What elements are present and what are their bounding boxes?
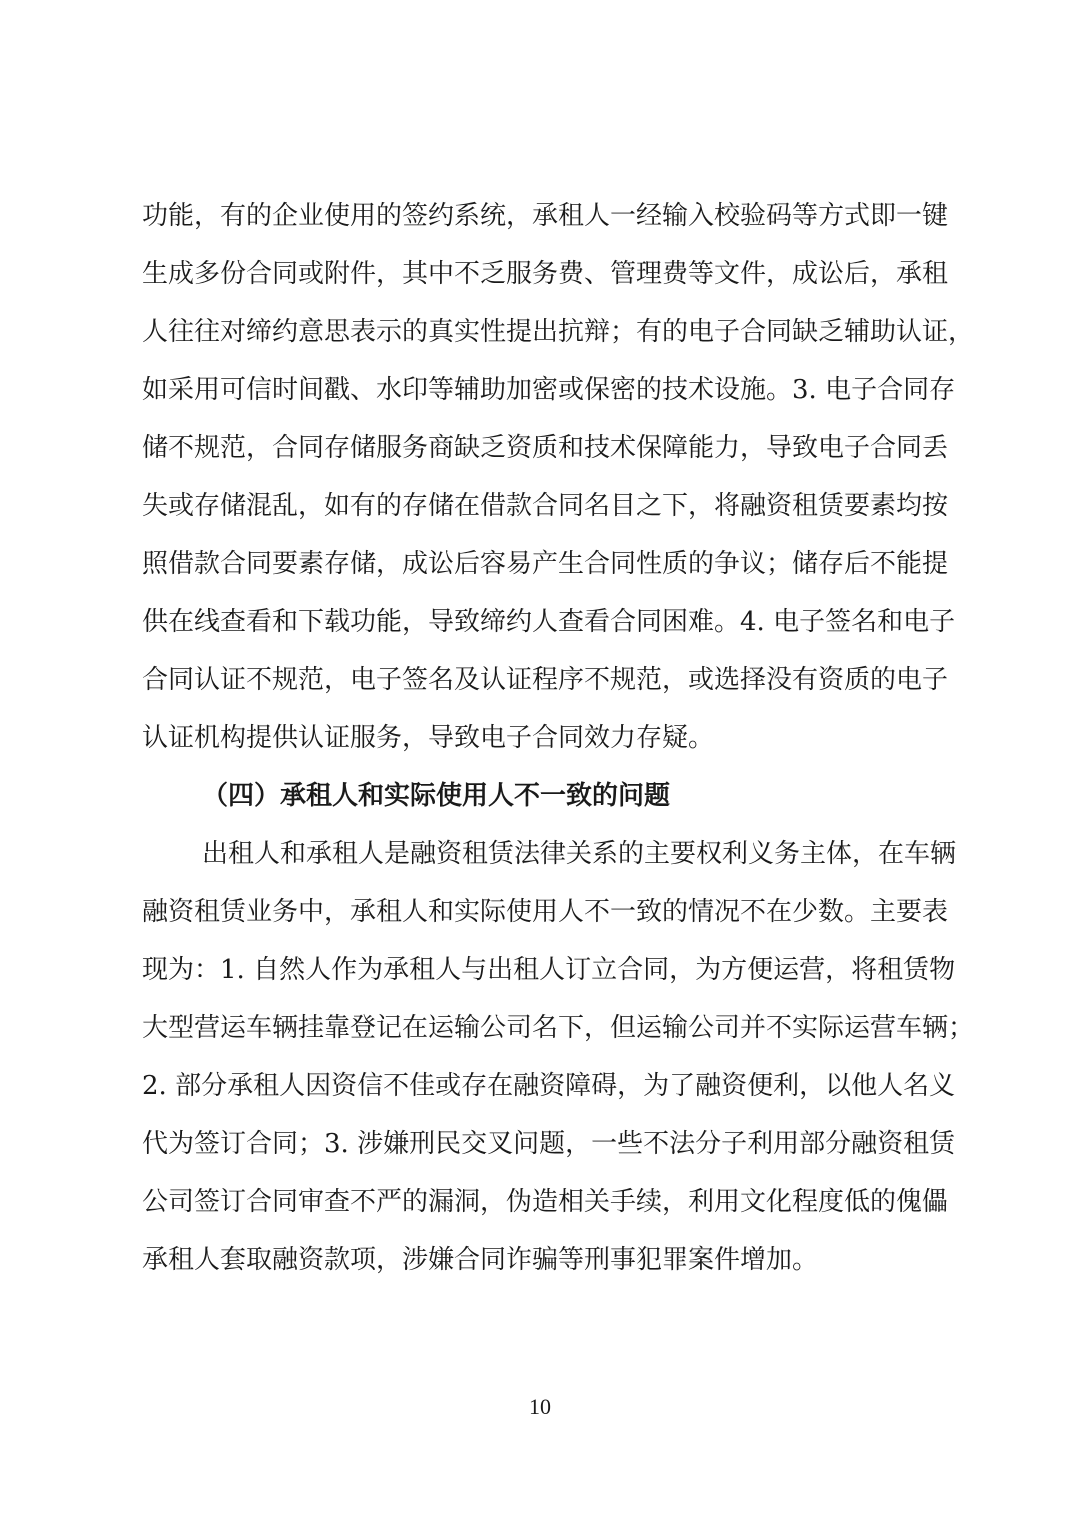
page-number: 10 <box>529 1394 551 1419</box>
text-line: 人往往对缔约意思表示的真实性提出抗辩；有的电子合同缺乏辅助认证， <box>142 317 975 347</box>
text-line: 功能，有的企业使用的签约系统，承租人一经输入校验码等方式即一键 <box>142 201 949 231</box>
text-line: 2. 部分承租人因资信不佳或存在融资障碍，为了融资便利，以他人名义 <box>142 1071 956 1101</box>
text-line: 合同认证不规范，电子签名及认证程序不规范，或选择没有资质的电子 <box>142 665 949 695</box>
text-line: 供在线查看和下载功能，导致缔约人查看合同困难。4. 电子签名和电子 <box>142 607 956 637</box>
section-heading: （四）承租人和实际使用人不一致的问题 <box>202 781 671 811</box>
text-line: 承租人套取融资款项，涉嫌合同诈骗等刑事犯罪案件增加。 <box>142 1245 819 1275</box>
text-line: 出租人和承租人是融资租赁法律关系的主要权利义务主体，在车辆 <box>202 839 957 869</box>
text-line: 大型营运车辆挂靠登记在运输公司名下，但运输公司并不实际运营车辆； <box>142 1013 975 1043</box>
text-line: 融资租赁业务中，承租人和实际使用人不一致的情况不在少数。主要表 <box>142 897 949 927</box>
text-line: 生成多份合同或附件，其中不乏服务费、管理费等文件，成讼后，承租 <box>142 259 949 289</box>
text-line: 公司签订合同审查不严的漏洞，伪造相关手续，利用文化程度低的傀儡 <box>142 1187 949 1217</box>
text-line: 代为签订合同；3. 涉嫌刑民交叉问题，一些不法分子利用部分融资租赁 <box>142 1129 956 1159</box>
text-line: 储不规范，合同存储服务商缺乏资质和技术保障能力，导致电子合同丢 <box>142 433 949 463</box>
text-line: 照借款合同要素存储，成讼后容易产生合同性质的争议；储存后不能提 <box>142 549 949 579</box>
text-line: 认证机构提供认证服务，导致电子合同效力存疑。 <box>142 723 715 753</box>
text-line: 失或存储混乱，如有的存储在借款合同名目之下，将融资租赁要素均按 <box>142 491 949 521</box>
text-line: 现为：1. 自然人作为承租人与出租人订立合同，为方便运营，将租赁物 <box>142 955 956 985</box>
text-line: 如采用可信时间戳、水印等辅助加密或保密的技术设施。3. 电子合同存 <box>142 375 956 405</box>
